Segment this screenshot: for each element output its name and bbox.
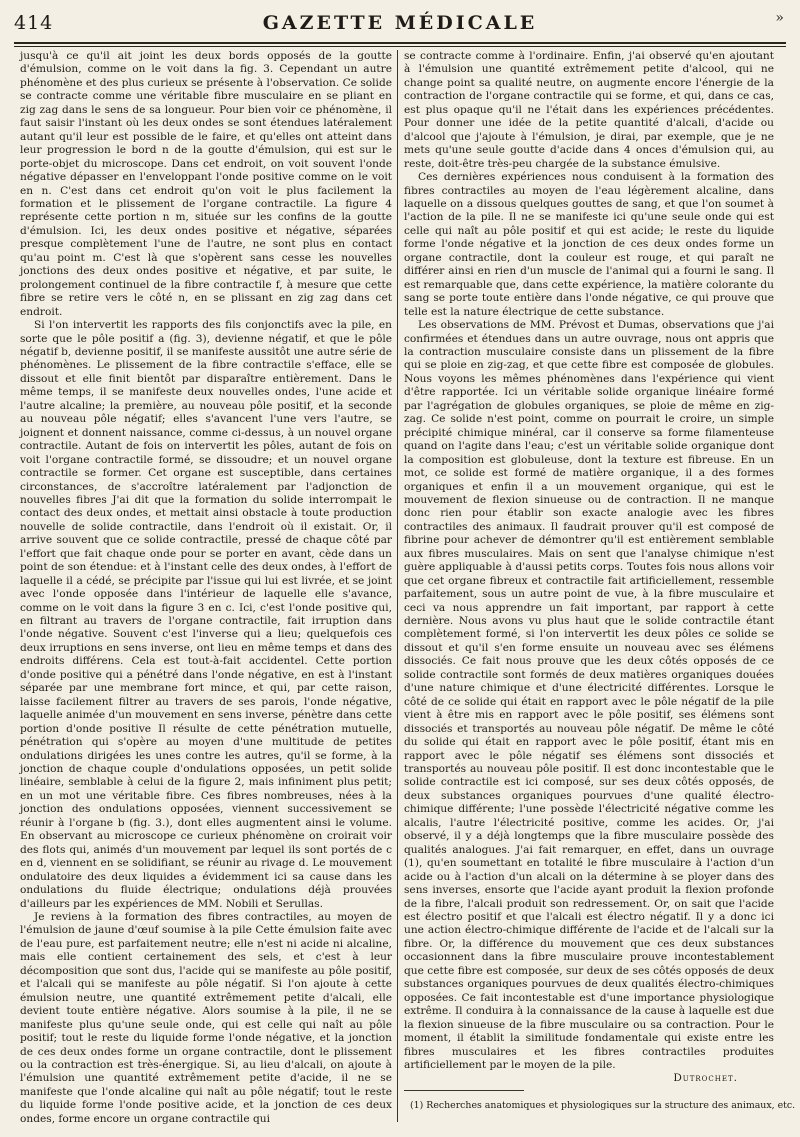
footnote: (1) Recherches anatomiques et physiologiques sur la structure des animaux, etc. (410, 1100, 796, 1111)
header-rule-thick (14, 42, 786, 44)
page-header (14, 10, 786, 40)
right-column (404, 50, 774, 1085)
corner-mark: » (775, 10, 784, 26)
left-paragraph-3: Je reviens à la formation des fibres contractiles, au moyen de l'émulsion de jaune d'œuf soumise à la pile Cette émulsion faite avec de l'eau pure, est parfaitement neutre; elle n'est ni acide ni alcaline, mais elle contient certainement des sels, et c'est à leur décomposition que sont dus, l'acide qui se manifeste au pôle positif, et l'alcali qui se manifeste au pôle négatif. Si l'on ajoute à cette émulsion neutre, une quantité extrêmement petite d'alcali, elle devient toute entière négative. Alors soumise à la pile, il ne se manifeste plus qu'une seule onde, qui est celle qui naît au pôle positif; tout le reste du liquide forme l'onde négative, et la jonction de ces deux ondes forme un organe contractile, dont le plissement ou la contraction est très-énergique. Si, au lieu d'alcali, on ajoute à l'émulsion une quantité extrêmement petite d'acide, il ne se manifeste que l'onde alcaline qui naît au pôle négatif; tout le reste du liquide forme l'onde positive acide, et la jonction de ces deux ondes, forme encore un organe contractile qui (20, 911, 392, 1125)
author-signature: Dutrochet. (673, 1072, 738, 1085)
column-divider (397, 50, 398, 1122)
left-column (20, 50, 393, 1125)
journal-title: GAZETTE MÉDICALE (262, 12, 538, 34)
header-rule-thin (14, 46, 786, 47)
left-paragraph-2: Si l'on intervertit les rapports des fils conjonctifs avec la pile, en sorte que le pôle positif a (fig. 3), devienne négatif, et que le pôle négatif b, devienne positif, il se manifeste aussitôt une autre série de phénomènes. Le plissement de la fibre contractile s'efface, elle se dissout et elle finit bientôt par disparaître entièrement. Dans le même temps, il se manifeste deux nouvelles ondes, l'une acide et l'autre alcaline; la première, au nouveau pôle positif, et la seconde au nouveau pôle négatif; elles s'avancent l'une vers l'autre, se joignent et donnent naissance, comme ci-dessus, à un nouvel organe contractile. Autant de fois on intervertit les pôles, autant de fois on voit l'organe contractile formé, se dissoudre; et un nouvel organe contractile se former. Cet organe est susceptible, dans certaines circonstances, de s'accroître latéralement par l'adjonction de nouvelles fibres J'ai dit que la formation du solide interrompait le contact des deux ondes, et mettait ainsi obstacle à toute production nouvelle de solide contractile, dans l'endroit où il existait. Or, il arrive souvent que ce solide contractile, pressé de chaque côté par l'effort que fait chaque onde pour se porter en avant, cède dans un point de son étendue: et à l'instant celle des deux ondes, à l'effort de laquelle il a cédé, se précipite par l'issue qui lui est livrée, et se joint avec l'onde opposée dans l'intérieur de laquelle elle s'avance, comme on le voit dans la figure 3 en c. Ici, c'est l'onde positive qui, en filtrant au travers de l'organe contractile, fait irruption dans l'onde négative. Souvent c'est l'inverse qui a lieu; quelquefois ces deux irruptions en sens inverse, ont lieu en même temps et dans des endroits différens. Cela est tout-à-fait accidentel. Cette portion d'onde positive qui a pénétré dans l'onde négative, en est à l'instant séparée par une membrane fort mince, et qui, par cette raison, laisse facilement filtrer au travers de ses parois, l'onde négative, laquelle animée d'un mouvement en sens inverse, pénètre dans cette portion d'onde positive Il résulte de cette pénétration mutuelle, pénétration qui s'opère au moyen d'une multitude de petites ondulations dirigées les unes contre les autres, qu'il se forme, à la jonction de chaque couple d'ondulations opposées, un petit solide linéaire, semblable à celui de la figure 2, mais infiniment plus petit; en un mot une véritable fibre. Ces fibres nombreuses, nées à la jonction des ondulations opposées, viennent successivement se réunir à l'organe b (fig. 3.), dont elles augmentent ainsi le volume. En observant au microscope ce curieux phénomène on croirait voir des flots qui, animés d'un mouvement par lequel ils sont portés de c en d, viennent en se solidifiant, se réunir au rivage d. Le mouvement ondulatoire des deux liquides a évidemment ici sa cause dans les ondulations du fluide électrique; ondulations déjà prouvées d'ailleurs par les expériences de MM. Nobili et Serullas. (20, 319, 393, 910)
left-paragraph-1: jusqu'à ce qu'il ait joint les deux bords opposés de la goutte d'émulsion, comme on le voit dans la fig. 3. Cependant un autre phénomène et des plus curieux se présente à l'observation. Ce solide se contracte comme une véritable fibre musculaire en se pliant en zig zag dans le sens de sa longueur. Pour bien voir ce phénomène, il faut saisir l'instant où les deux ondes se sont étendues latéralement autant qu'il leur est possible de le faire, et qu'elles ont atteint dans leur progression le bord n de la goutte d'émulsion, qui est sur le porte-objet du microscope. Dans cet endroit, on voit souvent l'onde négative dépasser en l'enveloppant l'onde positive comme on le voit en n. C'est dans cet endroit qu'on voit le plus facilement la formation et le plissement de l'organe contractile. La figure 4 représente cette portion n m, située sur les confins de la goutte d'émulsion. Ici, les deux ondes positive et négative, séparées presque complètement l'une de l'autre, ne sont plus en contact qu'au point m. C'est là que s'opèrent sans cesse les nouvelles jonctions des deux ondes positive et négative, et par suite, le prolongement continuel de la fibre contractile f, à mesure que cette fibre se retire vers le côté n, en se plissant en zig zag dans cet endroit. (20, 50, 392, 318)
right-paragraph-3: Les observations de MM. Prévost et Dumas, observations que j'ai confirmées et étendues dans un autre ouvrage, nous ont appris que la contraction musculaire consiste dans un plissement de la fibre qui se ploie en zig-zag, et que cette fibre est composée de globules. Nous voyons les mêmes phénomènes dans l'expérience qui vient d'être rapportée. Ici un véritable solide organique linéaire formé par l'agrégation de globules organiques, se ploie de même en zig-zag. Ce solide n'est point, comme on pourrait le croire, un simple précipité chimique minéral, car il conserve sa forme filamenteuse quand on l'agite dans l'eau; c'est un véritable solide organique dont la composition est globuleuse, dont la texture est fibreuse. En un mot, ce solide est formé de matière organique, il a des formes organiques et enfin il a un mouvement organique, qui est le mouvement de flexion sinueuse ou de contraction. Il ne manque donc rien pour établir son exacte analogie avec les fibres contractiles des animaux. Il faudrait prouver qu'il est composé de fibrine pour achever de démontrer qu'il est entièrement semblable aux fibres musculaires. Mais on sent que l'analyse chimique n'est guère appliquable à d'aussi petits corps. Toutes fois nous allons voir que cet organe fibreux et contractile fait artificiellement, ressemble parfaitement, sous un autre point de vue, à la fibre musculaire et ceci va nous apprendre un fait important, par rapport à cette dernière. Nous avons vu plus haut que le solide contractile étant complètement formé, si l'on intervertit les deux pôles ce solide se dissout et qu'il s'en forme ensuite un nouveau avec ses élémens dissociés. Ce fait nous prouve que les deux côtés opposés de ce solide contractile sont formés de deux matières organiques douées d'une nature chimique et d'une électricité différentes. Lorsque le côté de ce solide qui était en rapport avec le pôle négatif de la pile vient à être mis en rapport avec le pôle positif, ses élémens sont dissociés et transportés au nouveau pôle négatif. De même le côté du solide qui était en rapport avec le pôle positif, étant mis en rapport avec le pôle négatif ses élémens sont dissociés et transportés au nouveau pôle positif. Il est donc incontestable que le solide contractile est ici composé, sur ses deux côtés opposés, de deux substances organiques pourvues d'une qualité électro-chimique différente; l'une possède l'électricité négative comme les alcalis, l'autre l'électricité positive, comme les acides. Or, j'ai observé, il y a déjà longtemps que la fibre musculaire possède des qualités analogues. J'ai fait remarquer, en effet, dans un ouvrage (1), qu'en soumettant en totalité le fibre musculaire à l'action d'un acide ou à l'action d'un alcali on la détermine à se ployer dans des sens inverses, ensorte que l'acide ayant produit la flexion profonde de la fibre, l'alcali produit son redressement. Or, on sait que l'acide est électro positif et que l'alcali est électro négatif. Il y a donc ici une action électro-chimique différente de l'acide et de l'alcali sur la fibre. Or, la différence du mouvement que ces deux substances occasionnent dans la fibre musculaire prouve incontestablement que cette fibre est composée, sur deux de ses côtés opposés de deux substances organiques pourvues de deux qualités électro-chimiques opposées. Ce fait incontestable est d'une importance physiologique extrême. Il conduira à la connaissance de la cause à laquelle est due la flexion sinueuse de la fibre musculaire ou sa contraction. Pour le moment, il établit la similitude fondamentale qui existe entre les fibres musculaires et les fibres contractiles produites artificiellement par le moyen de la pile. (404, 319, 774, 1071)
signature-line (404, 1072, 774, 1085)
right-paragraph-1: se contracte comme à l'ordinaire. Enfin, j'ai observé qu'en ajoutant à l'émulsion une quantité extrêmement petite d'alcool, qui ne change point sa qualité neutre, on augmente encore l'énergie de la contraction de l'organe contractile qui se forme, et qui, dans ce cas, est plus opaque qu'il ne l'était dans les expériences précédentes. Pour donner une idée de la petite quantité d'alcali, d'acide ou d'alcool que j'ajoute à l'émulsion, je dirai, par exemple, que je ne mets qu'une seule goutte d'acide dans 4 onces d'émulsion qui, au reste, doit-être très-peu chargée de la substance émulsive. (404, 50, 774, 170)
footnote-rule (404, 1090, 524, 1091)
page-number: 414 (14, 12, 54, 34)
right-paragraph-2: Ces dernières expériences nous conduisent à la formation des fibres contractiles au moyen de l'eau légèrement alcaline, dans laquelle on a dissous quelques gouttes de sang, et que l'on soumet à l'action de la pile. Il ne se manifeste ici qu'une seule onde qui est celle qui naît au pôle positif et qui est acide; le reste du liquide forme l'onde négative et la jonction de ces deux ondes forme un organe contractile, dont la couleur est rouge, et qui paraît ne différer ainsi en rien d'un muscle de l'animal qui a fourni le sang. Il est remarquable que, dans cette expérience, la matière colorante du sang se porte toute entière dans l'onde négative, ce qui prouve que telle est la nature électrique de cette substance. (404, 171, 774, 318)
